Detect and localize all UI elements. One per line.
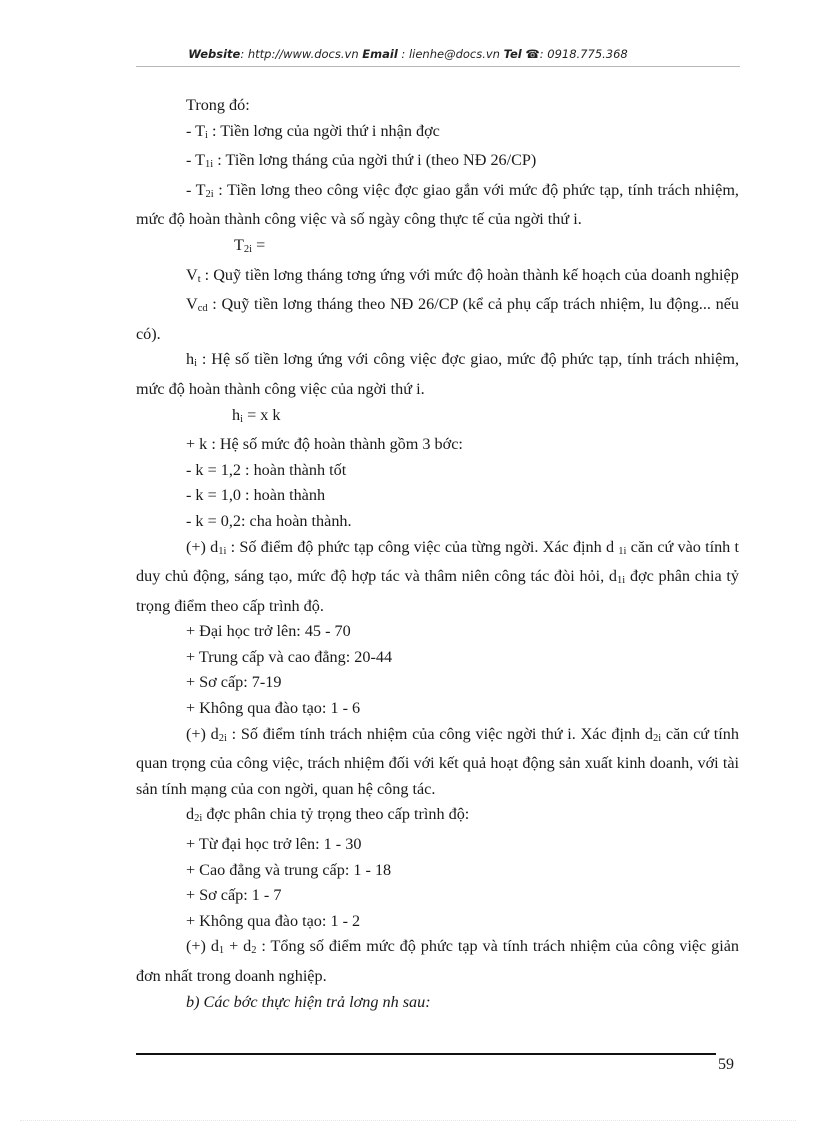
bottom-dotted-border (20, 1120, 796, 1121)
text-line (136, 458, 739, 484)
text-line (136, 432, 739, 458)
text-line (136, 883, 739, 909)
text-line (136, 619, 739, 645)
subscript: 2i (194, 813, 203, 825)
email-label: Email (362, 47, 398, 61)
paragraph (136, 178, 739, 233)
text: + Sơ cấp: 7-19 (186, 673, 282, 692)
paragraph (136, 934, 739, 989)
text: + Từ đại học trở lên: 1 - 30 (186, 835, 362, 854)
formula-line (136, 233, 739, 263)
text-line (136, 509, 739, 535)
text: : Quỹ tiền lơng tháng tơng ứng với mức độ hoàn thành kế hoạch của doanh nghiệp (200, 265, 739, 284)
text: - T (186, 121, 206, 140)
tel-label: Tel (503, 47, 522, 61)
subscript: 2i (218, 732, 227, 744)
section-heading (136, 990, 739, 1016)
text: : Hệ số tiền lơng ứng với công việc đợc giao, mức độ phức tạp, tính trách nhiệm, mức độ hoàn thành công việc của ngời thứ i. (136, 350, 739, 398)
website-url: : http://www.docs.vn (240, 47, 359, 61)
subscript: i (205, 129, 208, 141)
text-line (136, 645, 739, 671)
text-line (136, 858, 739, 884)
phone-icon: ☎ (525, 47, 540, 61)
text: V (186, 295, 198, 314)
subscript: 1 (218, 945, 225, 957)
text-line (136, 832, 739, 858)
text: h (186, 350, 195, 369)
text: căn cứ tính quan trọng của công việc, trách nhiệm đối với kết quả hoạt động sản xuất kinh doanh, với tài sản tính mạng của con ngời, quan hệ công tác. (136, 724, 739, 798)
text-line (136, 909, 739, 935)
text: b) Các bớc thực hiện trả lơng nh sau: (186, 992, 431, 1011)
text: + Không qua đào tạo: 1 - 6 (186, 699, 361, 718)
tel-number: : 0918.775.368 (539, 47, 628, 61)
subscript: 1i (618, 545, 627, 557)
text: = x k (243, 405, 281, 424)
text-line (136, 670, 739, 696)
text: = (252, 235, 266, 254)
subscript: i (194, 358, 198, 370)
text: : Số điểm độ phức tạp công việc của từng ngời. Xác định d (226, 537, 619, 556)
subscript: 2 (251, 945, 257, 957)
text-line (136, 696, 739, 722)
text: + k : Hệ số mức độ hoàn thành gồm 3 bớc: (186, 435, 463, 454)
text: : Tiền lơng của ngời thứ i nhận đợc (207, 121, 440, 140)
text-line (136, 148, 739, 178)
page-header (0, 47, 816, 61)
text: - k = 1,0 : hoàn thành (186, 486, 326, 505)
text: + Cao đẳng và trung cấp: 1 - 18 (186, 860, 392, 879)
text: + Sơ cấp: 1 - 7 (186, 886, 282, 905)
text: : Quỹ tiền lơng tháng theo NĐ 26/CP (kể cả phụ cấp trách nhiệm, lu động... nếu có). (136, 295, 739, 343)
paragraph (136, 535, 739, 620)
text: : Số điểm tính trách nhiệm của công việc ngời thứ i. Xác định d (226, 724, 653, 743)
text: - k = 0,2: cha hoàn thành. (186, 511, 352, 530)
subscript: 1i (205, 159, 214, 171)
text: căn cứ vào tính t duy chủ động, sáng tạo, mức độ hợp tác và thâm niên công tác đòi hỏi, d (136, 537, 739, 586)
subscript: 2i (205, 188, 214, 200)
text: + Trung cấp và cao đẳng: 20-44 (186, 647, 393, 666)
email-address: : lienhe@docs.vn (401, 47, 500, 61)
paragraph (136, 292, 739, 347)
subscript: 2i (243, 243, 253, 255)
text: (+) d (186, 537, 219, 556)
text: (+) d (186, 937, 219, 956)
text: + Không qua đào tạo: 1 - 2 (186, 911, 361, 930)
text: - k = 1,2 : hoàn thành tốt (186, 460, 347, 479)
text: (+) d (186, 724, 219, 743)
subscript: cd (197, 303, 208, 315)
subscript: 1i (218, 545, 227, 557)
header-rule (136, 66, 740, 67)
text: + d (224, 937, 252, 956)
text-line (136, 119, 739, 149)
text: d (186, 805, 195, 824)
subscript: t (197, 273, 201, 285)
text-line (136, 93, 739, 119)
text: - T (186, 151, 206, 170)
subscript: 2i (652, 732, 662, 744)
page-body (136, 93, 739, 1015)
text: T (234, 235, 244, 254)
subscript: 1i (617, 575, 626, 587)
text: Trong đó: (186, 96, 250, 114)
text: : Tiền lơng theo công việc đợc giao gắn với mức độ phức tạp, tính trách nhiệm, mức độ hoàn thành công việc và số ngày công thực tế của ngời thứ i. (136, 180, 739, 229)
paragraph (136, 722, 739, 803)
text: : Tổng số điểm mức độ phức tạp và tính trách nhiệm của công việc giản đơn nhất trong doanh nghiệp. (136, 937, 739, 985)
text: đợc phân chia tỷ trọng điểm theo cấp trình độ. (136, 567, 739, 615)
footer-rule (136, 1053, 716, 1055)
text: h (232, 405, 241, 424)
formula-line (136, 403, 739, 433)
text: + Đại học trở lên: 45 - 70 (186, 622, 351, 641)
text-line (136, 483, 739, 509)
paragraph (136, 347, 739, 402)
subscript: i (240, 413, 244, 425)
text: : Tiền lơng tháng của ngời thứ i (theo NĐ 26/CP) (213, 151, 537, 170)
text: đợc phân chia tỷ trọng theo cấp trình độ: (202, 805, 470, 824)
text: - T (186, 180, 206, 199)
website-label: Website (188, 47, 241, 61)
text-line (136, 802, 739, 832)
text: V (186, 265, 198, 284)
page-number: 59 (718, 1056, 734, 1073)
paragraph (136, 263, 739, 293)
